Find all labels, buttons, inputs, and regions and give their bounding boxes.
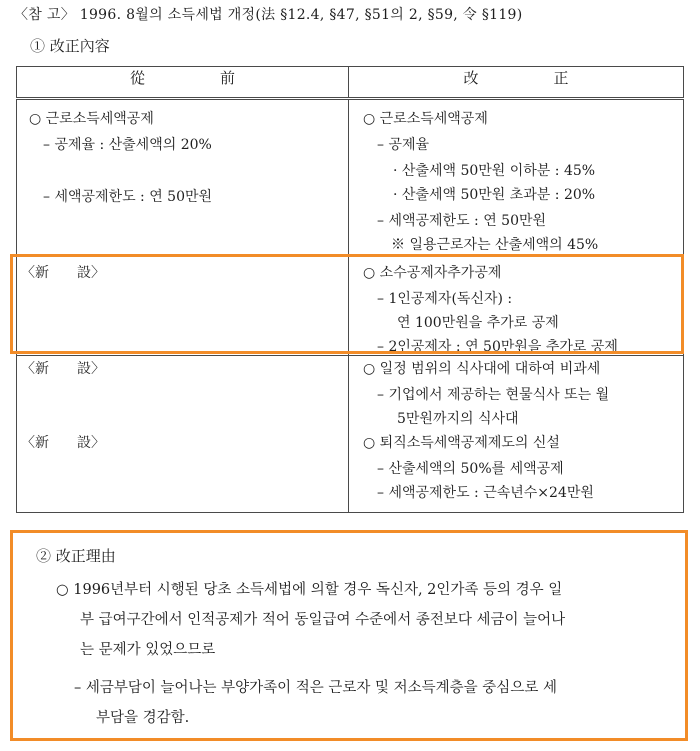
list-item: – 세액공제한도 : 연 50만원 bbox=[43, 189, 213, 205]
list-item: ○ 일정 범위의 식사대에 대하여 비과세 bbox=[363, 361, 601, 377]
section-title-amendment: ① 改正內容 bbox=[30, 37, 110, 55]
reason-line: 부 급여구간에서 인적공제가 적어 동일급여 수준에서 종전보다 세금이 늘어나 bbox=[80, 612, 566, 628]
list-item: – 공제율 bbox=[377, 137, 430, 153]
list-item: ※ 일용근로자는 산출세액의 45% bbox=[391, 237, 599, 253]
list-item: ○ 근로소득세액공제 bbox=[29, 111, 154, 127]
list-item: ○ 소수공제자추가공제 bbox=[363, 265, 502, 281]
new-marker: 〈新 設〉 bbox=[21, 265, 105, 281]
list-item: · 산출세액 50만원 이하분 : 45% bbox=[393, 163, 596, 179]
reason-line: 부담을 경감함. bbox=[96, 710, 190, 726]
table-row bbox=[17, 356, 684, 513]
section-title-reason: ② 改正理由 bbox=[36, 547, 116, 565]
list-item: – 세액공제한도 : 근속년수×24만원 bbox=[377, 485, 594, 501]
list-item: – 산출세액의 50%를 세액공제 bbox=[377, 461, 564, 477]
reason-line: ○ 1996년부터 시행된 당초 소득세법에 의할 경우 독신자, 2인가족 등의 경우 일 bbox=[56, 582, 563, 598]
cell-before-row3 bbox=[17, 356, 349, 513]
reason-line: – 세금부담이 늘어나는 부양가족이 적은 근로자 및 저소득계층을 중심으로 세 bbox=[74, 680, 557, 696]
cell-after-row3 bbox=[349, 356, 684, 513]
comparison-table bbox=[16, 66, 684, 513]
table-row bbox=[17, 256, 684, 356]
list-item: 연 100만원을 추가로 공제 bbox=[397, 315, 559, 331]
cell-before-row1 bbox=[17, 99, 349, 256]
new-marker: 〈新 設〉 bbox=[21, 361, 105, 377]
list-item: – 기업에서 제공하는 현물식사 또는 월 bbox=[377, 387, 610, 403]
reason-line: 는 문제가 있었으므로 bbox=[80, 642, 216, 658]
list-item: – 세액공제한도 : 연 50만원 bbox=[377, 213, 547, 229]
table-header-row bbox=[17, 67, 684, 99]
reference-heading: 〈참 고〉 1996. 8월의 소득세법 개정(法 §12.4, §47, §51의 2, §59, 令 §119) bbox=[14, 7, 523, 23]
list-item: – 2인공제자 : 연 50만원을 추가로 공제 bbox=[377, 339, 618, 355]
header-before: 從 前 bbox=[17, 67, 349, 99]
table-row bbox=[17, 99, 684, 256]
list-item: ○ 근로소득세액공제 bbox=[363, 111, 488, 127]
list-item: – 1인공제자(독신자) : bbox=[377, 291, 513, 307]
cell-after-row2 bbox=[349, 256, 684, 356]
list-item: – 공제율 : 산출세액의 20% bbox=[43, 137, 212, 153]
new-marker: 〈新 設〉 bbox=[21, 435, 105, 451]
cell-after-row1 bbox=[349, 99, 684, 256]
cell-before-row2 bbox=[17, 256, 349, 356]
list-item: ○ 퇴직소득세액공제제도의 신설 bbox=[363, 435, 560, 451]
header-after: 改 正 bbox=[349, 67, 684, 99]
list-item: 5만원까지의 식사대 bbox=[397, 411, 519, 427]
list-item: · 산출세액 50만원 초과분 : 20% bbox=[393, 187, 596, 203]
